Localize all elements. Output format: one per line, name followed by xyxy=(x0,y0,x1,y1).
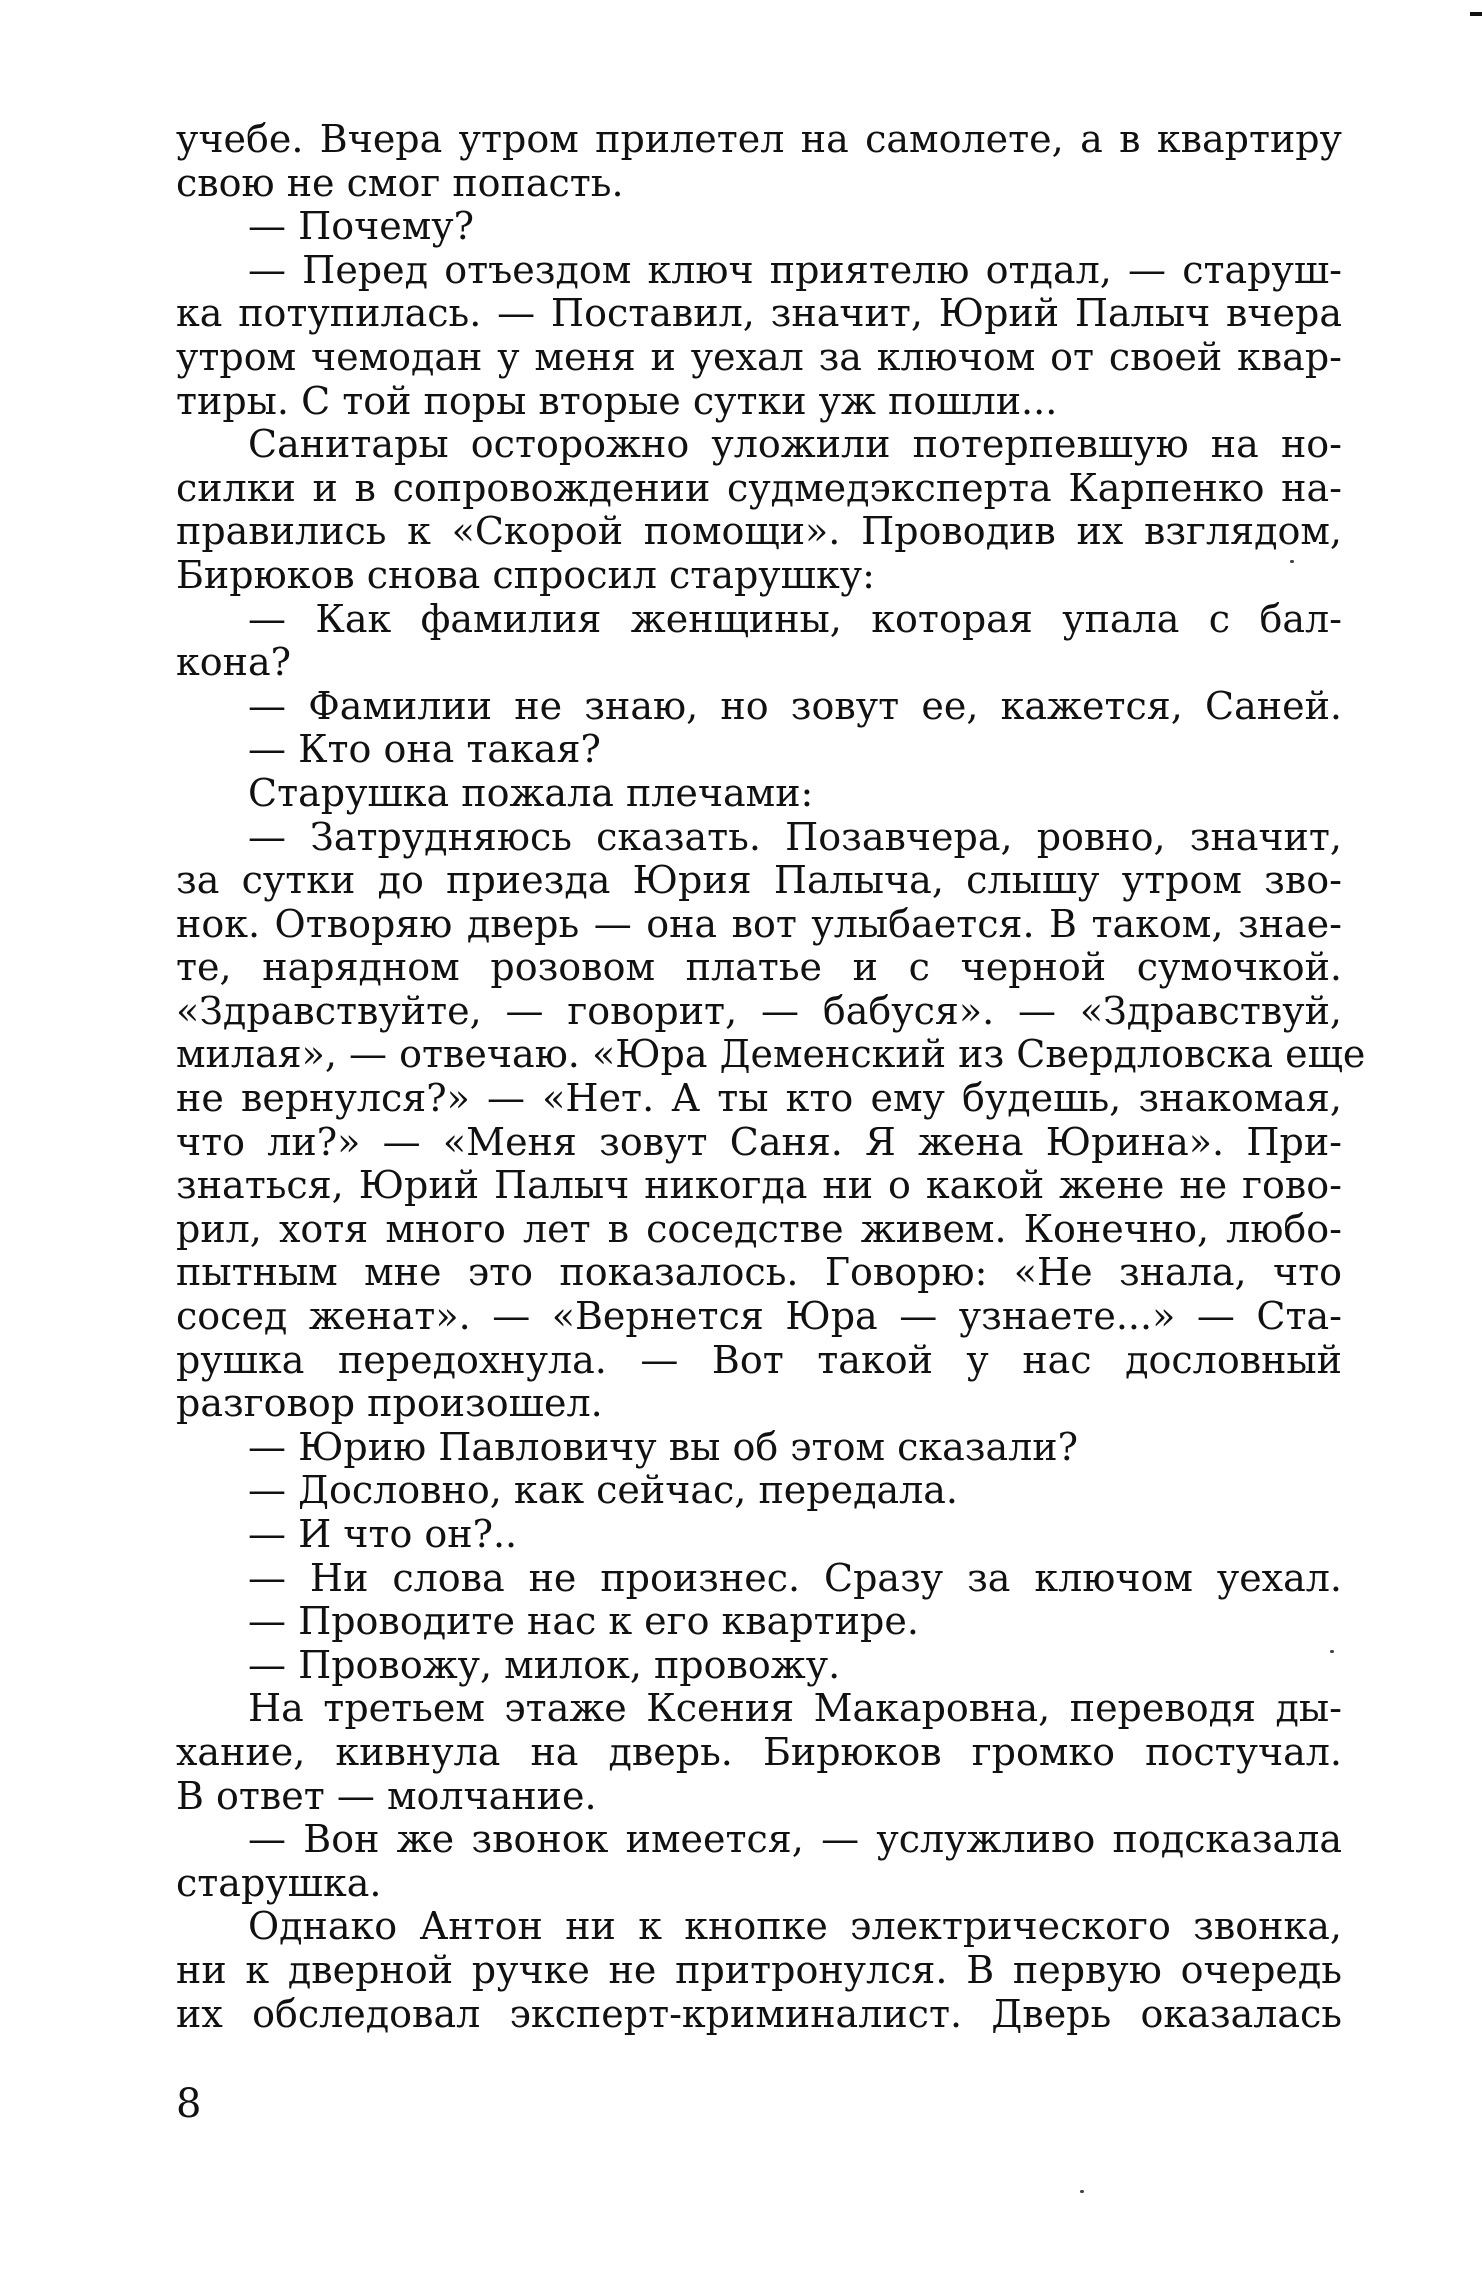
text-line: На третьем этаже Ксения Макаровна, переводя ды- xyxy=(248,1686,1342,1731)
text-line: их обследовал эксперт-криминалист. Дверь оказалась xyxy=(176,1991,1342,2036)
text-line: что ли?» — «Меня зовут Саня. Я жена Юрина». При- xyxy=(176,1119,1342,1164)
text-line: Однако Антон ни к кнопке электрического звонка, xyxy=(248,1904,1342,1949)
text-line: не вернулся?» — «Нет. А ты кто ему будешь, знакомая, xyxy=(176,1076,1342,1121)
edge-mark xyxy=(1470,12,1482,16)
text-line: сосед женат». — «Вернется Юра — узнаете...» — Ста- xyxy=(176,1294,1342,1339)
text-line: рушка передохнула. — Вот такой у нас дословный xyxy=(176,1337,1342,1382)
text-line: хание, кивнула на дверь. Бирюков громко постучал. xyxy=(176,1729,1342,1774)
text-line: свою не смог попасть. xyxy=(176,160,624,205)
print-speck xyxy=(1080,2190,1084,2193)
text-line: — Затрудняюсь сказать. Позавчера, ровно, значит, xyxy=(248,814,1342,859)
text-line: учебе. Вчера утром прилетел на самолете, а в квартиру xyxy=(176,117,1342,161)
text-line: милая», — отвечаю. «Юра Деменский из Свердловска еще xyxy=(176,1032,1366,1077)
text-line: знаться, Юрий Палыч никогда ни о какой жене не гово- xyxy=(176,1163,1342,1208)
text-line: старушка. xyxy=(176,1860,382,1905)
text-line: — Провожу, милок, провожу. xyxy=(248,1642,841,1687)
text-line: — И что он?.. xyxy=(248,1512,518,1556)
text-line: — Вон же звонок имеется, — услужливо подсказала xyxy=(248,1817,1342,1862)
text-line: — Юрию Павловичу вы об этом сказали? xyxy=(248,1424,1079,1469)
text-line: правились к «Скорой помощи». Проводив их взглядом, xyxy=(176,509,1342,554)
text-line: — Проводите нас к его квартире. xyxy=(248,1599,919,1644)
text-line: — Фамилии не знаю, но зовут ее, кажется, Саней. xyxy=(248,683,1342,728)
text-line: Старушка пожала плечами: xyxy=(248,770,814,815)
text-line: те, нарядном розовом платье и с черной сумочкой. xyxy=(176,945,1342,990)
text-line: — Дословно, как сейчас, передала. xyxy=(248,1468,959,1513)
text-line: пытным мне это показалось. Говорю: «Не знала, что xyxy=(176,1250,1342,1295)
text-line: рил, хотя много лет в соседстве живем. Конечно, любо- xyxy=(176,1206,1342,1251)
text-line: «Здравствуйте, — говорит, — бабуся». — «Здравствуй, xyxy=(176,988,1342,1033)
text-line: нок. Отворяю дверь — она вот улыбается. В таком, знае- xyxy=(176,901,1342,946)
text-line: — Как фамилия женщины, которая упала с бал- xyxy=(248,596,1342,641)
text-line: — Ни слова не произнес. Сразу за ключом уехал. xyxy=(248,1555,1342,1600)
text-line: — Перед отъездом ключ приятелю отдал, — старуш- xyxy=(248,247,1342,292)
text-line: ка потупилась. — Поставил, значит, Юрий Палыч вчера xyxy=(176,291,1342,336)
text-line: тиры. С той поры вторые сутки уж пошли... xyxy=(176,378,1058,423)
text-line: Бирюков снова спросил старушку: xyxy=(176,552,875,597)
text-line: силки и в сопровождении судмедэксперта Карпенко на- xyxy=(176,465,1342,510)
text-line: разговор произошел. xyxy=(176,1381,603,1426)
text-line: В ответ — молчание. xyxy=(176,1773,597,1818)
text-line: ни к дверной ручке не притронулся. В первую очередь xyxy=(176,1947,1342,1992)
text-line: Санитары осторожно уложили потерпевшую на но- xyxy=(248,422,1342,467)
text-line: утром чемодан у меня и уехал за ключом от своей квар- xyxy=(176,334,1342,379)
text-line: — Почему? xyxy=(248,204,474,249)
text-line: — Кто она такая? xyxy=(248,727,601,772)
page-number: 8 xyxy=(176,2081,202,2127)
body-text xyxy=(176,117,1366,2036)
text-line: кона? xyxy=(176,640,291,685)
text-line: за сутки до приезда Юрия Палыча, слышу утром зво- xyxy=(176,858,1342,903)
